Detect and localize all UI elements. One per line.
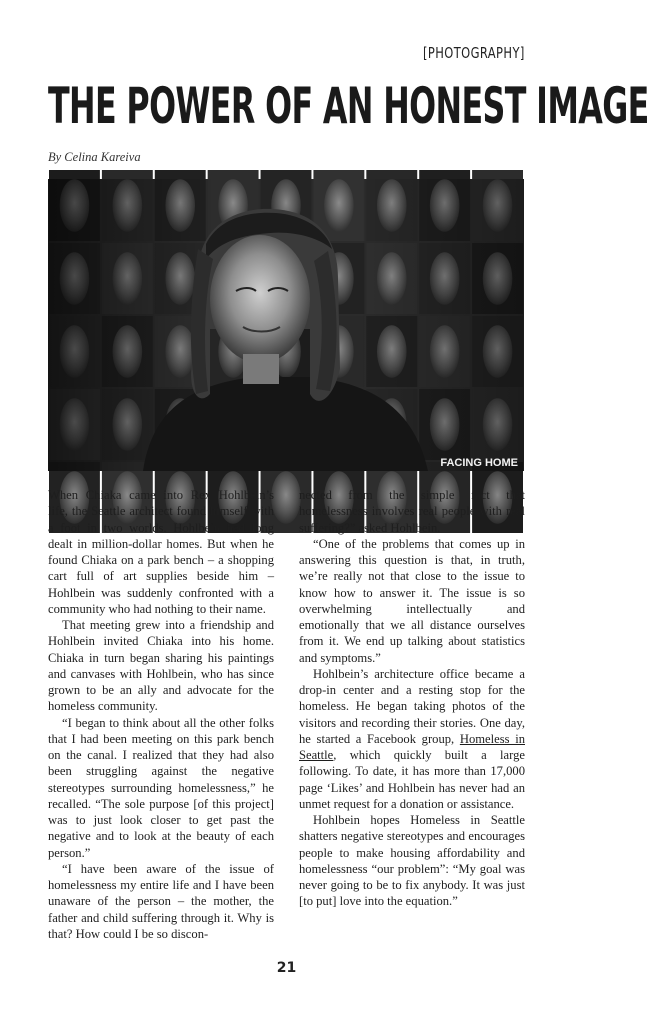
article-column-right [299,487,525,910]
article-photo [48,179,524,471]
article-paragraph: “One of the problems that comes up in answering this question is that, in truth, we’re really not that close to the issue to know how to answer it. The issue is so overwhelming intellectually and emotionally that we all distance ourselves from it. We end up talking about statistics and symptoms.” [299,536,525,665]
headline: THE POWER OF AN HONEST IMAGE [48,77,649,135]
article-paragraph: That meeting grew into a friendship and Hohlbein invited Chiaka into his home. Chiaka in turn began sharing his paintings and canvases with Hohlbein, who has since grown to be an ally and advocate for the homeless community. [48,618,274,714]
byline: By Celina Kareiva [48,150,141,164]
article-paragraph: nected from the simple fact that homelessness involves real people with real suffering?” asked Hohlbein. [299,488,525,535]
article-paragraph [299,666,525,812]
article-paragraph: When Chiaka came into Rex Hohlbein’s life, the Seattle architect found himself with a foot in two worlds. Hohlbein had long dealt in million-dollar homes. But when he found Chiaka on a park bench – a shopping cart full of art supplies beside him – Hohlbein was suddenly confronted with a community who had nothing to their name. [48,488,274,616]
article-paragraph: “I began to think about all the other folks that I had been meeting on this park bench on the canal. I realized that they had also been struggling against the negative stereotypes surrounding homelessness,” he recalled. “The sole purpose [of this project] was to just look closer to get past the negative and to look at the beauty of each person.” [48,715,274,860]
article-text: Hohlbein’s architecture office became a drop-in center and a resting stop for the homeless. He began taking photos of the visitors and recording their stories. One day, he started a Facebook group, [299,666,525,746]
article-paragraph: Hohlbein hopes Homeless in Seattle shatters negative stereotypes and encourages people to make housing affordability and homelessness “our problem”: “My goal was never going to be to fix anybody. It was just [to put] love into the equation.” [299,813,525,909]
page-number: 21 [276,960,297,976]
homeless-in-seattle-link[interactable]: Homeless in Seattle [299,731,525,762]
section-tag: [PHOTOGRAPHY] [423,44,525,62]
photo-illustration [48,179,524,471]
photo-caption: FACING HOME [440,457,518,469]
article-text: , which quickly built a large following. To date, it has more than 17,000 page ‘Likes’ and Hohlbein has never had an unmet request for a donation or assistance. [299,748,525,811]
article-paragraph: “I have been aware of the issue of homelessness my entire life and I have been unaware of the person – the mother, the father and child suffering through it. Why is that? How could I be so discon- [48,861,274,941]
article-column-left [48,487,274,942]
